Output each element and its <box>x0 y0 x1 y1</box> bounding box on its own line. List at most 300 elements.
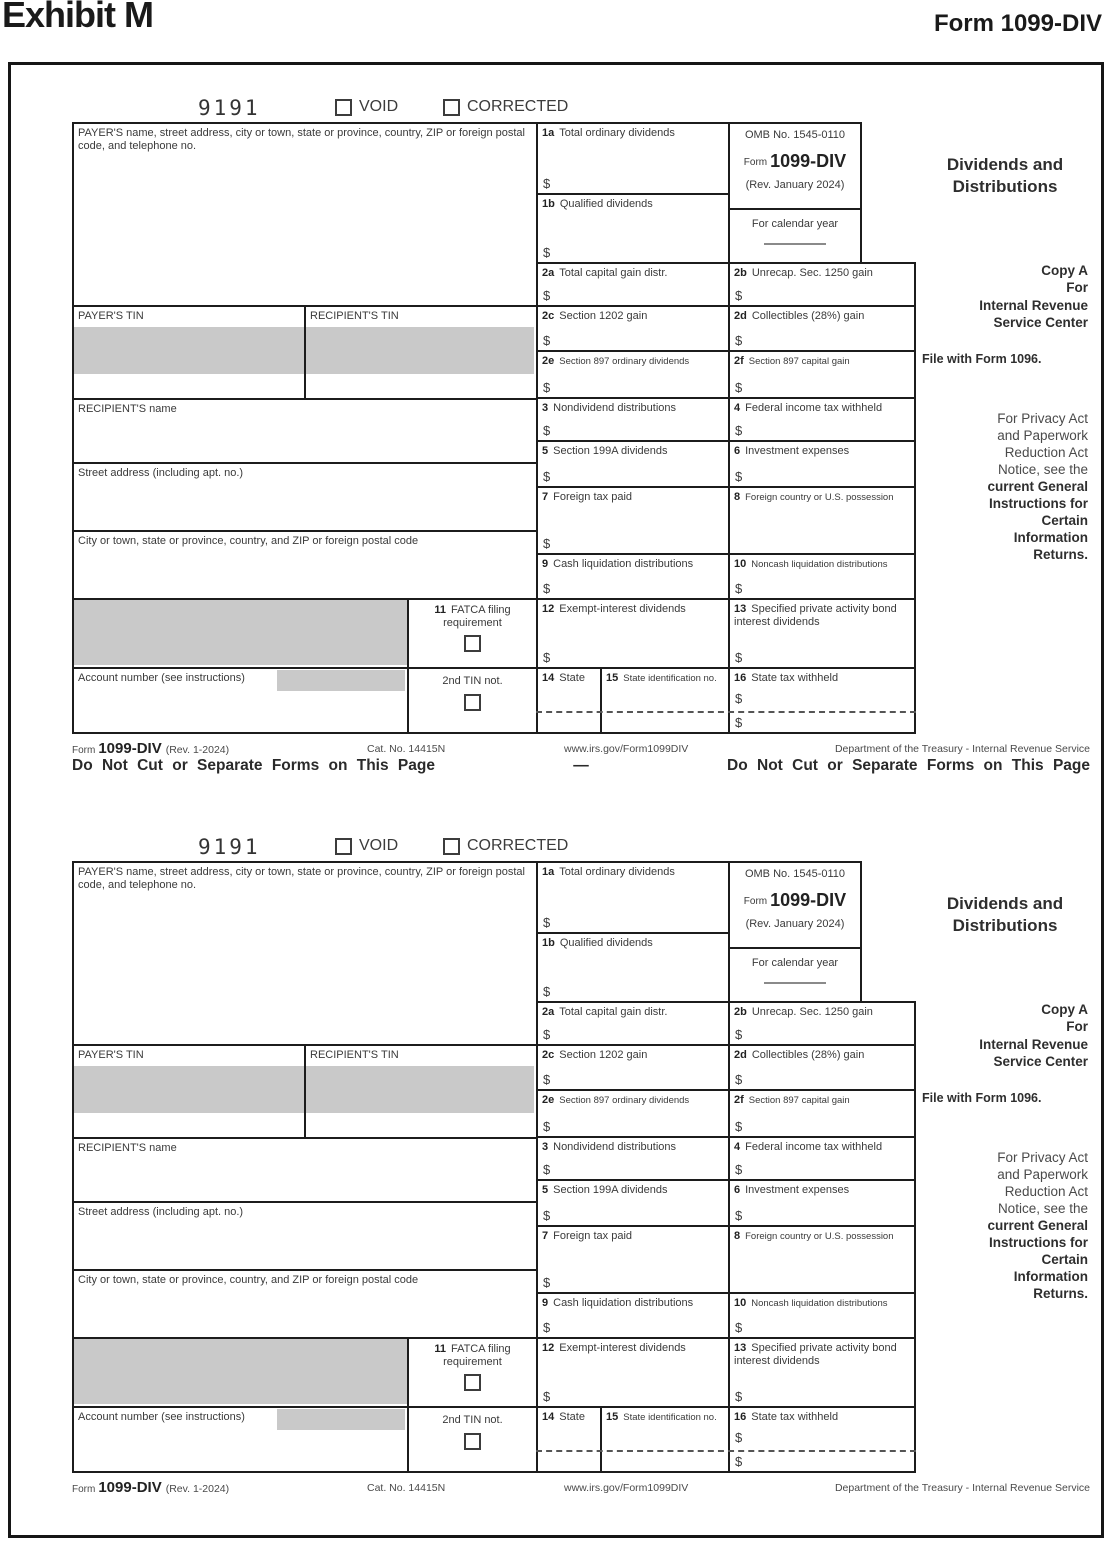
street-address-field[interactable] <box>72 462 536 530</box>
catalog-number: Cat. No. 14415N <box>367 743 446 755</box>
account-number-field[interactable] <box>72 1406 407 1473</box>
box-10-label: Noncash liquidation distributions <box>751 1298 888 1309</box>
box-14-label: State <box>559 672 585 684</box>
catalog-number: Cat. No. 14415N <box>367 1482 446 1494</box>
box-12-exempt-interest[interactable] <box>536 1337 728 1406</box>
exhibit-title: Exhibit M <box>2 0 153 35</box>
dollar-sign: $ <box>543 332 551 348</box>
dollar-sign: $ <box>735 379 743 395</box>
box-2c-label: Section 1202 gain <box>559 310 648 322</box>
box-1b-number: 1b <box>542 937 555 949</box>
dollar-sign: $ <box>735 714 743 730</box>
city-state-zip-label: City or town, state or province, country, and ZIP or foreign postal code <box>78 535 419 547</box>
dollar-sign: $ <box>735 1388 743 1404</box>
box-14-number: 14 <box>542 1411 555 1423</box>
form-number: 1099-DIV <box>770 150 847 171</box>
form-word: Form <box>743 895 768 907</box>
privacy-line-bold: current General <box>987 479 1088 494</box>
fatca-checkbox[interactable] <box>464 635 481 652</box>
box-4-federal-tax-withheld[interactable] <box>728 397 916 440</box>
print-code: 9191 <box>198 96 261 120</box>
box-12-label: Exempt-interest dividends <box>559 1342 686 1354</box>
dollar-sign: $ <box>543 983 551 999</box>
dollar-sign: $ <box>735 691 743 706</box>
form-title <box>920 893 1090 937</box>
footer-form-number: 1099-DIV <box>98 1479 162 1496</box>
omb-number: OMB No. 1545-0110 <box>744 129 846 141</box>
street-address-field[interactable] <box>72 1201 536 1269</box>
box-13-label: Specified private activity bond interest dividends <box>734 603 897 628</box>
dollar-sign: $ <box>543 580 551 596</box>
box-1b-number: 1b <box>542 198 555 210</box>
city-state-zip-label: City or town, state or province, country, and ZIP or foreign postal code <box>78 1274 419 1286</box>
box-11-fatca <box>407 1337 536 1406</box>
calendar-year-blank[interactable] <box>764 982 826 984</box>
box-15-state-id[interactable] <box>600 1406 728 1473</box>
void-label: VOID <box>359 837 399 854</box>
form-code-row <box>72 96 916 120</box>
second-tin-checkbox[interactable] <box>464 1433 481 1450</box>
form-title-line2: Distributions <box>952 177 1058 197</box>
box-3-nondividend-distributions[interactable] <box>536 397 728 440</box>
box-3-number: 3 <box>542 402 549 414</box>
box-5-number: 5 <box>542 1184 549 1196</box>
privacy-line: For Privacy Act <box>997 1150 1088 1165</box>
recipient-tin-field[interactable] <box>304 1044 536 1137</box>
privacy-line: Notice, see the <box>997 1201 1088 1216</box>
box-16-number: 16 <box>734 672 747 684</box>
box-11-number: 11 <box>434 604 446 616</box>
payer-tin-label: PAYER'S TIN <box>78 310 144 322</box>
dollar-sign: $ <box>543 1319 551 1335</box>
footer-form-id <box>72 740 229 757</box>
fatca-checkbox[interactable] <box>464 1374 481 1391</box>
box-1b-label: Qualified dividends <box>559 937 653 949</box>
box-16-label: State tax withheld <box>751 672 839 684</box>
second-tin-checkbox[interactable] <box>464 694 481 711</box>
do-not-cut-left: Do Not Cut or Separate Forms on This Page <box>72 757 435 774</box>
box-8-foreign-country[interactable] <box>728 486 916 553</box>
void-checkbox[interactable] <box>335 838 352 855</box>
box-2c-number: 2c <box>542 310 555 322</box>
box-2f-label: Section 897 capital gain <box>748 1095 850 1106</box>
box-6-number: 6 <box>734 445 741 457</box>
box-14-state[interactable] <box>536 667 600 734</box>
dollar-sign: $ <box>543 175 551 191</box>
calendar-year-label: For calendar year <box>751 218 839 230</box>
omb-cell <box>728 861 862 947</box>
box-8-label: Foreign country or U.S. possession <box>745 1231 894 1242</box>
form-copy-1 <box>72 96 1092 776</box>
form-table <box>72 122 916 734</box>
void-option <box>335 98 398 116</box>
box-5-section-199a-dividends[interactable] <box>536 440 728 486</box>
privacy-line-bold: current General <box>987 1218 1088 1233</box>
box-2e-section-897-ordinary[interactable] <box>536 1089 728 1136</box>
payer-tin-field[interactable] <box>72 305 304 398</box>
box-13-label: Specified private activity bond interest dividends <box>734 1342 897 1367</box>
box-7-foreign-tax-paid[interactable] <box>536 1225 728 1292</box>
box-12-exempt-interest[interactable] <box>536 598 728 667</box>
box-11-label: FATCA filing requirement <box>443 604 511 629</box>
dollar-sign: $ <box>543 287 551 303</box>
form-title-line1: Dividends and <box>946 894 1064 913</box>
dollar-sign: $ <box>735 1207 743 1223</box>
do-not-cut-separator <box>72 757 1090 775</box>
box-2a-number: 2a <box>542 267 555 279</box>
box-10-noncash-liquidation[interactable] <box>728 1292 916 1337</box>
box-3-label: Nondividend distributions <box>553 1141 677 1153</box>
box-16-label: State tax withheld <box>751 1411 839 1423</box>
box-7-foreign-tax-paid[interactable] <box>536 486 728 553</box>
box-16-number: 16 <box>734 1411 747 1423</box>
box-3-number: 3 <box>542 1141 549 1153</box>
box-16-state-tax-withheld[interactable] <box>728 1406 916 1473</box>
box-2e-number: 2e <box>542 355 555 367</box>
box-10-label: Noncash liquidation distributions <box>751 559 888 570</box>
box-14-number: 14 <box>542 672 555 684</box>
privacy-line: Reduction Act <box>1004 1184 1088 1199</box>
calendar-year-blank[interactable] <box>764 243 826 245</box>
dollar-sign: $ <box>543 1161 551 1177</box>
box-6-label: Investment expenses <box>745 445 850 457</box>
box-2a-total-capital-gain[interactable] <box>536 262 728 305</box>
revision-date: (Rev. January 2024) <box>745 179 845 192</box>
box-7-label: Foreign tax paid <box>553 491 633 503</box>
box-2f-number: 2f <box>734 1094 744 1106</box>
privacy-act-note <box>920 410 1088 563</box>
dollar-sign: $ <box>543 1118 551 1134</box>
box-2b-number: 2b <box>734 267 747 279</box>
form-copy-2 <box>72 835 1092 1515</box>
dollar-sign: $ <box>543 535 551 551</box>
calendar-year-cell[interactable] <box>728 947 862 1001</box>
box-1a-label: Total ordinary dividends <box>559 866 675 878</box>
box-15-label: State identification no. <box>623 1412 717 1423</box>
revision-date: (Rev. January 2024) <box>745 918 845 931</box>
second-tin-label: 2nd TIN not. <box>442 1414 503 1426</box>
copy-for-line: For <box>1066 280 1088 296</box>
city-state-zip-field[interactable] <box>72 1269 536 1337</box>
box-2d-label: Collectibles (28%) gain <box>751 310 865 322</box>
dollar-sign: $ <box>543 1026 551 1042</box>
payer-tin-label: PAYER'S TIN <box>78 1049 144 1061</box>
second-tin-cell <box>407 1406 536 1473</box>
box-7-number: 7 <box>542 1230 549 1242</box>
dollar-sign: $ <box>543 914 551 930</box>
dollar-sign: $ <box>543 379 551 395</box>
omb-number: OMB No. 1545-0110 <box>744 868 846 880</box>
form-reference-title: Form 1099-DIV <box>933 10 1102 37</box>
box-2e-label: Section 897 ordinary dividends <box>559 356 690 367</box>
dollar-sign: $ <box>543 422 551 438</box>
treasury-department-label: Department of the Treasury - Internal Revenue Service <box>834 1482 1090 1494</box>
box-1b-qualified-dividends[interactable] <box>536 193 728 262</box>
box-4-federal-tax-withheld[interactable] <box>728 1136 916 1179</box>
dollar-sign: $ <box>735 422 743 438</box>
privacy-line-bold: Instructions for <box>988 496 1088 511</box>
corrected-checkbox[interactable] <box>443 838 460 855</box>
box-8-number: 8 <box>734 491 741 503</box>
irs-url: www.irs.gov/Form1099DIV <box>564 1482 689 1494</box>
privacy-line-bold: Returns. <box>1033 547 1088 562</box>
dollar-sign: $ <box>543 1071 551 1087</box>
privacy-line-bold: Information <box>1013 1269 1088 1284</box>
recipient-tin-label: RECIPIENT'S TIN <box>310 310 399 322</box>
box-2a-label: Total capital gain distr. <box>559 1006 668 1018</box>
corrected-checkbox[interactable] <box>443 99 460 116</box>
box-3-nondividend-distributions[interactable] <box>536 1136 728 1179</box>
street-address-label: Street address (including apt. no.) <box>78 1206 244 1218</box>
right-margin <box>920 122 1090 734</box>
dollar-sign: $ <box>735 1026 743 1042</box>
box-6-investment-expenses[interactable] <box>728 1179 916 1225</box>
box-2b-label: Unrecap. Sec. 1250 gain <box>751 1006 873 1018</box>
void-checkbox[interactable] <box>335 99 352 116</box>
privacy-line: and Paperwork <box>997 428 1088 443</box>
recipient-name-label: RECIPIENT'S name <box>78 1142 177 1154</box>
box-11-number: 11 <box>434 1343 446 1355</box>
box-4-label: Federal income tax withheld <box>745 1141 883 1153</box>
payer-info-label: PAYER'S name, street address, city or town, state or province, country, ZIP or foreign postal code, and telephone no. <box>78 866 525 891</box>
recipient-name-label: RECIPIENT'S name <box>78 403 177 415</box>
irs-url: www.irs.gov/Form1099DIV <box>564 743 689 755</box>
box-7-number: 7 <box>542 491 549 503</box>
box-9-cash-liquidation[interactable] <box>536 553 728 598</box>
privacy-line: Reduction Act <box>1004 445 1088 460</box>
privacy-line: Notice, see the <box>997 462 1088 477</box>
form-footer <box>72 1479 1090 1499</box>
box-15-number: 15 <box>606 1411 619 1423</box>
box-15-number: 15 <box>606 672 619 684</box>
box-2e-section-897-ordinary[interactable] <box>536 350 728 397</box>
form-number: 1099-DIV <box>770 889 847 910</box>
box-2d-number: 2d <box>734 1049 747 1061</box>
dollar-sign: $ <box>543 1388 551 1404</box>
box-7-label: Foreign tax paid <box>553 1230 633 1242</box>
box-2d-label: Collectibles (28%) gain <box>751 1049 865 1061</box>
shaded-spacer-cell <box>72 598 407 667</box>
box-8-foreign-country[interactable] <box>728 1225 916 1292</box>
dollar-sign: $ <box>735 580 743 596</box>
box-13-private-activity-bond[interactable] <box>728 598 916 667</box>
form-code-row <box>72 835 916 859</box>
street-address-label: Street address (including apt. no.) <box>78 467 244 479</box>
dollar-sign: $ <box>735 1319 743 1335</box>
copy-a-block <box>920 1001 1088 1070</box>
box-1a-number: 1a <box>542 127 555 139</box>
box-1a-number: 1a <box>542 866 555 878</box>
privacy-line-bold: Instructions for <box>988 1235 1088 1250</box>
box-2c-number: 2c <box>542 1049 555 1061</box>
dollar-sign: $ <box>735 1118 743 1134</box>
box-6-label: Investment expenses <box>745 1184 850 1196</box>
recipient-name-field[interactable] <box>72 1137 536 1201</box>
copy-center-line: Service Center <box>993 1053 1088 1069</box>
box-5-section-199a-dividends[interactable] <box>536 1179 728 1225</box>
box-13-number: 13 <box>734 603 747 615</box>
corrected-label: CORRECTED <box>467 837 569 854</box>
dollar-sign: $ <box>543 468 551 484</box>
corrected-label: CORRECTED <box>467 98 569 115</box>
form-title-line2: Distributions <box>952 916 1058 936</box>
privacy-line: For Privacy Act <box>997 411 1088 426</box>
box-1a-total-ordinary-dividends[interactable] <box>536 861 728 932</box>
box-1a-total-ordinary-dividends[interactable] <box>536 122 728 193</box>
box-10-number: 10 <box>734 1297 747 1309</box>
form-title <box>920 154 1090 198</box>
void-label: VOID <box>359 98 399 115</box>
second-tin-label: 2nd TIN not. <box>442 675 503 687</box>
do-not-cut-right: Do Not Cut or Separate Forms on This Page <box>727 757 1090 774</box>
dollar-sign: $ <box>735 332 743 348</box>
box-2b-unrecap-1250-gain[interactable] <box>728 262 916 305</box>
box-2e-number: 2e <box>542 1094 555 1106</box>
box-3-label: Nondividend distributions <box>553 402 677 414</box>
box-12-number: 12 <box>542 603 555 615</box>
box-15-label: State identification no. <box>623 673 717 684</box>
box-2f-section-897-capital[interactable] <box>728 350 916 397</box>
box-15-state-id[interactable] <box>600 667 728 734</box>
box-11-label: FATCA filing requirement <box>443 1343 511 1368</box>
box-4-number: 4 <box>734 1141 741 1153</box>
box-4-number: 4 <box>734 402 741 414</box>
state-row-dashed-divider <box>536 1450 916 1452</box>
footer-revision: (Rev. 1-2024) <box>165 744 230 756</box>
dollar-sign: $ <box>543 244 551 260</box>
box-2e-label: Section 897 ordinary dividends <box>559 1095 690 1106</box>
box-13-private-activity-bond[interactable] <box>728 1337 916 1406</box>
second-tin-cell <box>407 667 536 734</box>
void-option <box>335 837 398 855</box>
box-2a-total-capital-gain[interactable] <box>536 1001 728 1044</box>
box-9-label: Cash liquidation distributions <box>553 1297 694 1309</box>
dollar-sign: $ <box>735 1161 743 1177</box>
copy-irs-line: Internal Revenue <box>979 297 1088 313</box>
dollar-sign: $ <box>543 649 551 665</box>
dollar-sign: $ <box>735 1430 743 1445</box>
box-8-label: Foreign country or U.S. possession <box>745 492 894 503</box>
footer-form-word: Form <box>72 1484 96 1495</box>
copy-center-line: Service Center <box>993 314 1088 330</box>
box-2b-unrecap-1250-gain[interactable] <box>728 1001 916 1044</box>
copy-irs-line: Internal Revenue <box>979 1036 1088 1052</box>
box-10-noncash-liquidation[interactable] <box>728 553 916 598</box>
treasury-department-label: Department of the Treasury - Internal Revenue Service <box>834 743 1090 755</box>
box-2c-section-1202-gain[interactable] <box>536 305 728 350</box>
omb-cell <box>728 122 862 208</box>
footer-form-id <box>72 1479 229 1496</box>
box-2b-label: Unrecap. Sec. 1250 gain <box>751 267 873 279</box>
box-12-number: 12 <box>542 1342 555 1354</box>
box-5-label: Section 199A dividends <box>553 445 668 457</box>
do-not-cut-dash: — <box>573 757 589 774</box>
box-5-number: 5 <box>542 445 549 457</box>
box-11-fatca <box>407 598 536 667</box>
box-12-label: Exempt-interest dividends <box>559 603 686 615</box>
privacy-line: and Paperwork <box>997 1167 1088 1182</box>
dollar-sign: $ <box>735 649 743 665</box>
payer-info-field[interactable] <box>72 122 536 305</box>
box-1b-qualified-dividends[interactable] <box>536 932 728 1001</box>
recipient-tin-field[interactable] <box>304 305 536 398</box>
box-10-number: 10 <box>734 558 747 570</box>
box-1b-label: Qualified dividends <box>559 198 653 210</box>
box-2d-collectibles-gain[interactable] <box>728 1044 916 1089</box>
box-2d-number: 2d <box>734 310 747 322</box>
box-2f-section-897-capital[interactable] <box>728 1089 916 1136</box>
footer-revision: (Rev. 1-2024) <box>165 1483 230 1495</box>
form-table <box>72 861 916 1473</box>
dollar-sign: $ <box>735 1071 743 1087</box>
account-number-label: Account number (see instructions) <box>78 1411 245 1423</box>
box-2d-collectibles-gain[interactable] <box>728 305 916 350</box>
form-title-line1: Dividends and <box>946 155 1064 174</box>
box-9-cash-liquidation[interactable] <box>536 1292 728 1337</box>
box-2c-label: Section 1202 gain <box>559 1049 648 1061</box>
box-6-number: 6 <box>734 1184 741 1196</box>
dollar-sign: $ <box>735 287 743 303</box>
box-6-investment-expenses[interactable] <box>728 440 916 486</box>
box-9-number: 9 <box>542 1297 549 1309</box>
privacy-line-bold: Certain <box>1041 1252 1088 1267</box>
file-with-note: File with Form 1096. <box>922 352 1042 366</box>
city-state-zip-field[interactable] <box>72 530 536 598</box>
calendar-year-label: For calendar year <box>751 957 839 969</box>
box-2c-section-1202-gain[interactable] <box>536 1044 728 1089</box>
dollar-sign: $ <box>735 1453 743 1469</box>
privacy-line-bold: Returns. <box>1033 1286 1088 1301</box>
copy-for-line: For <box>1066 1019 1088 1035</box>
account-number-label: Account number (see instructions) <box>78 672 245 684</box>
box-2b-number: 2b <box>734 1006 747 1018</box>
dollar-sign: $ <box>543 1207 551 1223</box>
box-4-label: Federal income tax withheld <box>745 402 883 414</box>
state-row-dashed-divider <box>536 711 916 713</box>
box-13-number: 13 <box>734 1342 747 1354</box>
dollar-sign: $ <box>543 1274 551 1290</box>
footer-form-word: Form <box>72 745 96 756</box>
shaded-spacer-cell <box>72 1337 407 1406</box>
privacy-line-bold: Certain <box>1041 513 1088 528</box>
print-code: 9191 <box>198 835 261 859</box>
box-2f-number: 2f <box>734 355 744 367</box>
file-with-note: File with Form 1096. <box>922 1091 1042 1105</box>
privacy-act-note <box>920 1149 1088 1302</box>
box-9-label: Cash liquidation distributions <box>553 558 694 570</box>
box-2f-label: Section 897 capital gain <box>748 356 850 367</box>
corrected-option <box>443 98 568 116</box>
form-word: Form <box>743 156 768 168</box>
payer-tin-field[interactable] <box>72 1044 304 1137</box>
footer-form-number: 1099-DIV <box>98 740 162 757</box>
box-16-state-tax-withheld[interactable] <box>728 667 916 734</box>
account-number-field[interactable] <box>72 667 407 734</box>
right-margin <box>920 861 1090 1473</box>
box-8-number: 8 <box>734 1230 741 1242</box>
box-14-label: State <box>559 1411 585 1423</box>
payer-info-field[interactable] <box>72 861 536 1044</box>
calendar-year-cell[interactable] <box>728 208 862 262</box>
recipient-tin-label: RECIPIENT'S TIN <box>310 1049 399 1061</box>
privacy-line-bold: Information <box>1013 530 1088 545</box>
box-1a-label: Total ordinary dividends <box>559 127 675 139</box>
corrected-option <box>443 837 568 855</box>
payer-info-label: PAYER'S name, street address, city or town, state or province, country, ZIP or foreign postal code, and telephone no. <box>78 127 525 152</box>
box-5-label: Section 199A dividends <box>553 1184 668 1196</box>
box-14-state[interactable] <box>536 1406 600 1473</box>
recipient-name-field[interactable] <box>72 398 536 462</box>
